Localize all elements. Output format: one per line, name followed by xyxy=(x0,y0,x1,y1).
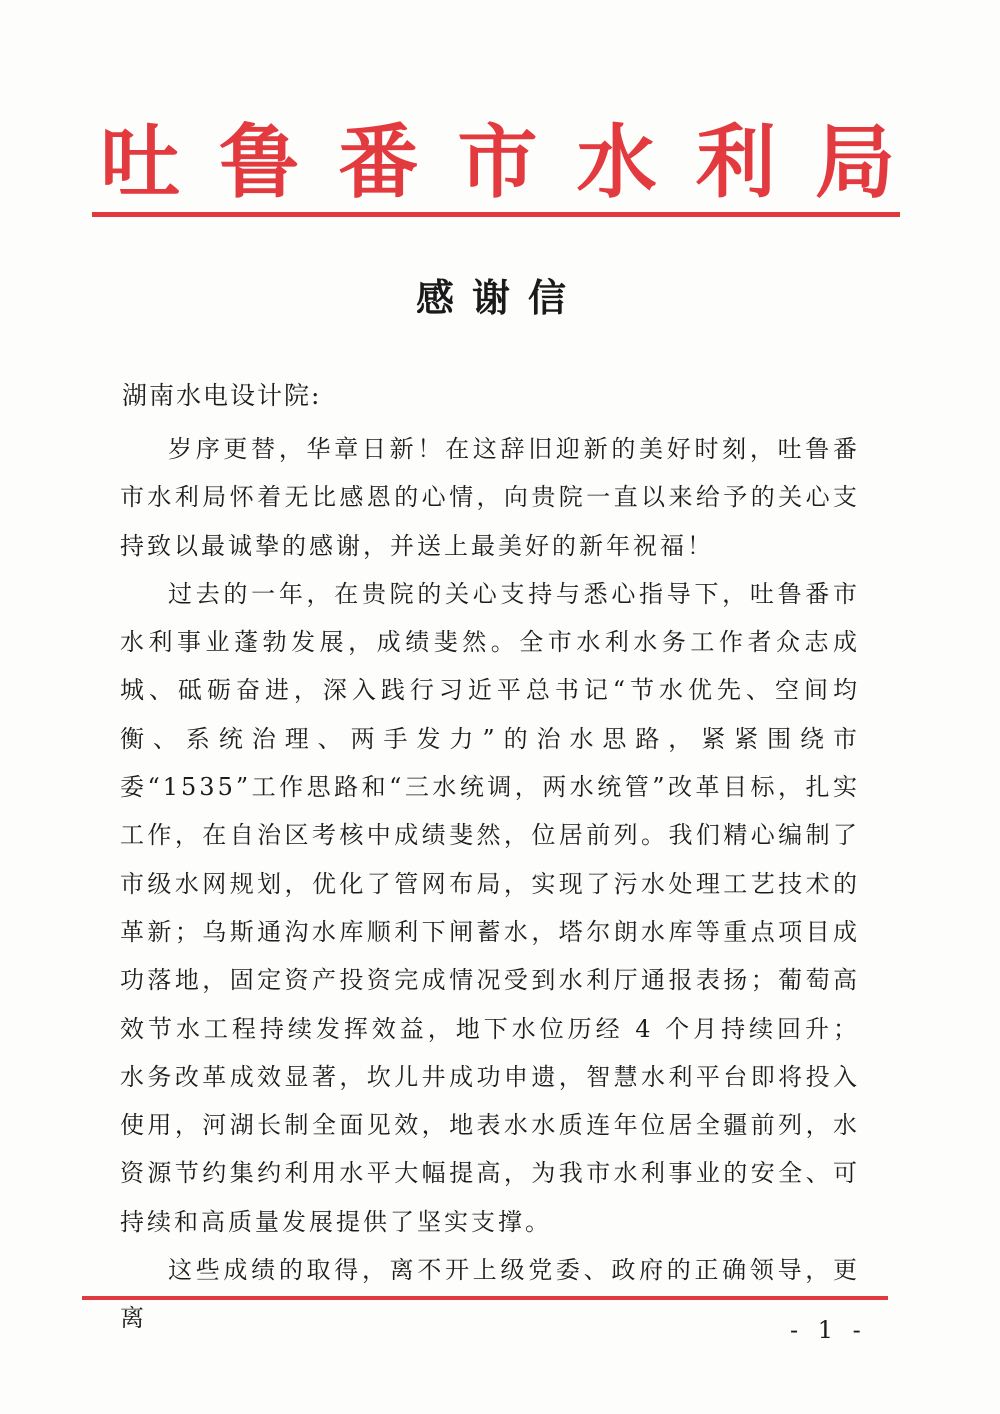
letterhead-char: 水 xyxy=(576,116,657,209)
letterhead-char: 番 xyxy=(338,116,419,209)
body-paragraph: 岁序更替，华章日新！在这辞旧迎新的美好时刻，吐鲁番市水利局怀着无比感恩的心情，向贵院一直以来给予的关心支持致以最诚挚的感谢，并送上最美好的新年祝福！ xyxy=(120,435,860,560)
letterhead-char: 局 xyxy=(814,116,895,209)
footer-divider xyxy=(82,1296,888,1300)
salutation: 湖南水电设计院: xyxy=(122,381,322,410)
letterhead-char: 鲁 xyxy=(219,116,300,209)
document-title: 感谢信 xyxy=(415,276,584,320)
letterhead-char: 利 xyxy=(695,116,776,209)
letterhead-char: 吐 xyxy=(100,116,180,209)
body-paragraph: 这些成绩的取得，离不开上级党委、政府的正确领导，更离 xyxy=(120,1256,860,1333)
letter-body xyxy=(120,425,860,1343)
letterhead-divider xyxy=(92,212,900,217)
page-number: - 1 - xyxy=(790,1316,867,1344)
letterhead-char: 市 xyxy=(457,116,538,209)
letterhead-org-name xyxy=(95,118,900,208)
body-paragraph: 过去的一年，在贵院的关心支持与悉心指导下，吐鲁番市水利事业蓬勃发展，成绩斐然。全市水利水务工作者众志成城、砥砺奋进，深入践行习近平总书记“节水优先、空间均衡、系统治理、两手发力”的治水思路，紧紧围绕市委“1535”工作思路和“三水统调，两水统管”改革目标，扎实工作，在自治区考核中成绩斐然，位居前列。我们精心编制了市级水网规划，优化了管网布局，实现了污水处理工艺技术的革新；乌斯通沟水库顺利下闸蓄水，塔尔朗水库等重点项目成功落地，固定资产投资完成情况受到水利厅通报表扬；葡萄高效节水工程持续发挥效益，地下水位历经 4 个月持续回升；水务改革成效显著，坎儿井成功申遗，智慧水利平台即将投入使用，河湖长制全面见效，地表水水质连年位居全疆前列，水资源节约集约利用水平大幅提高，为我市水利事业的安全、可持续和高质量发展提供了坚实支撑。 xyxy=(120,579,860,1236)
